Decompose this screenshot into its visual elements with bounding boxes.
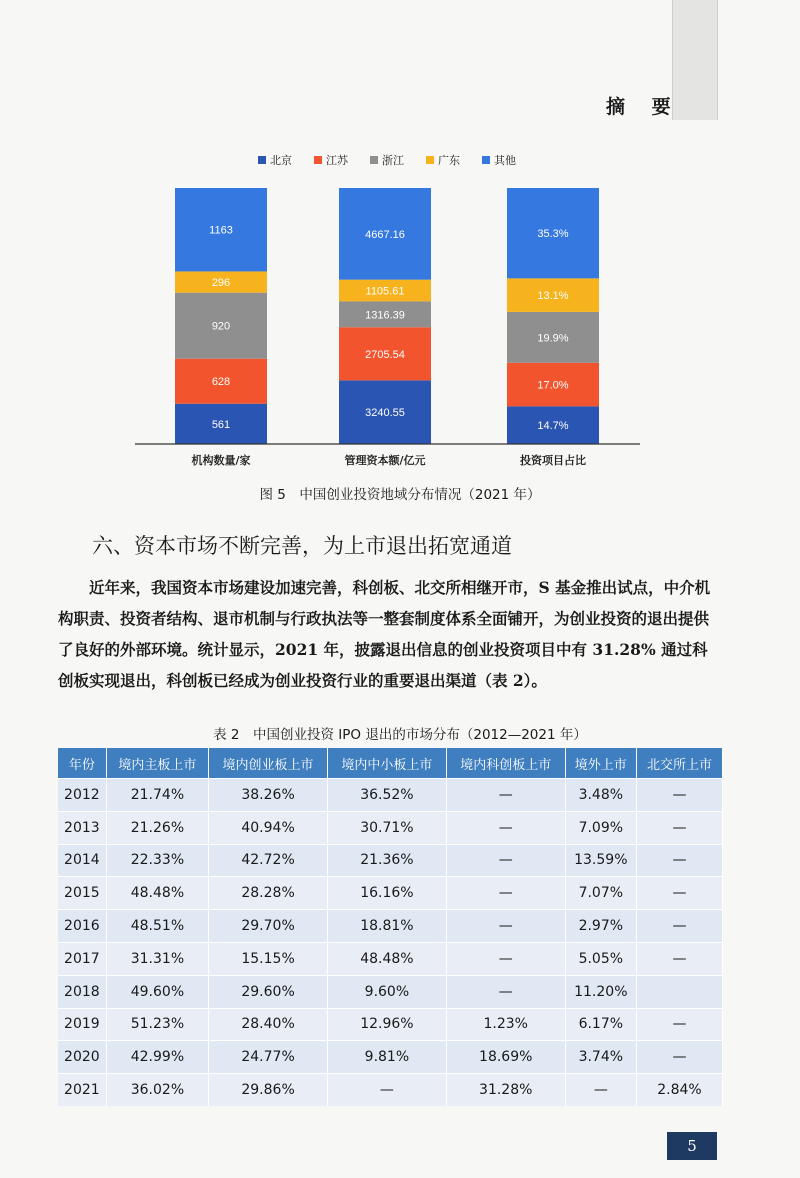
- legend-label: 江苏: [326, 154, 348, 167]
- table-cell: 2020: [58, 1041, 106, 1074]
- table-row: [58, 910, 723, 943]
- table-row: [58, 975, 723, 1008]
- table-cell: 21.74%: [106, 779, 208, 812]
- data-label: 628: [211, 376, 231, 389]
- table-cell: 2015: [58, 877, 106, 910]
- table-cell: 18.69%: [446, 1041, 565, 1074]
- table-cell: 51.23%: [106, 1008, 208, 1041]
- table-cell: 18.81%: [327, 910, 446, 943]
- table-cell: 2021: [58, 1074, 106, 1106]
- column-header: 境外上市: [565, 748, 636, 779]
- data-label: 2705.54: [365, 348, 405, 361]
- table-cell: —: [446, 779, 565, 812]
- table-cell: 2012: [58, 779, 106, 812]
- table-cell: 30.71%: [327, 811, 446, 844]
- table-cell: 2013: [58, 811, 106, 844]
- running-header: 摘 要: [606, 96, 681, 118]
- table-cell: [636, 975, 722, 1008]
- table-cell: 2017: [58, 942, 106, 975]
- data-label: 561: [211, 418, 231, 431]
- table-cell: 29.60%: [209, 975, 328, 1008]
- table-row: [58, 844, 723, 877]
- table-cell: 7.09%: [565, 811, 636, 844]
- legend-swatch: [370, 156, 378, 164]
- legend-item: [314, 152, 348, 168]
- page-number: 5: [667, 1132, 717, 1160]
- table-cell: 9.81%: [327, 1041, 446, 1074]
- table-cell: 21.26%: [106, 811, 208, 844]
- table-cell: 31.31%: [106, 942, 208, 975]
- legend-item: [426, 152, 460, 168]
- table-cell: —: [446, 844, 565, 877]
- table-cell: 36.52%: [327, 779, 446, 812]
- data-label: 35.3%: [537, 228, 569, 241]
- data-label: 296: [211, 277, 231, 290]
- table-cell: —: [446, 975, 565, 1008]
- table-cell: —: [565, 1074, 636, 1106]
- table-cell: 2.97%: [565, 910, 636, 943]
- column-header: 境内主板上市: [106, 748, 208, 779]
- legend-swatch: [258, 156, 266, 164]
- column-header: 境内中小板上市: [327, 748, 446, 779]
- legend-item: [482, 152, 516, 168]
- table-cell: 7.07%: [565, 877, 636, 910]
- legend-label: 北京: [270, 154, 292, 167]
- table-cell: 1.23%: [446, 1008, 565, 1041]
- table-cell: 28.28%: [209, 877, 328, 910]
- table-row: [58, 811, 723, 844]
- legend-item: [258, 152, 292, 168]
- x-tick-label: 管理资本额/亿元: [344, 454, 426, 467]
- data-label: 920: [211, 320, 231, 333]
- table-cell: 31.28%: [446, 1074, 565, 1106]
- table-body: [58, 779, 723, 1106]
- table-header-row: [58, 748, 723, 779]
- table-cell: 9.60%: [327, 975, 446, 1008]
- table-cell: —: [636, 779, 722, 812]
- x-tick-label: 机构数量/家: [191, 454, 251, 467]
- legend-swatch: [314, 156, 322, 164]
- table-cell: 48.51%: [106, 910, 208, 943]
- table-row: [58, 877, 723, 910]
- data-label: 13.1%: [537, 290, 569, 303]
- section-heading: 六、资本市场不断完善，为上市退出拓宽通道: [92, 534, 512, 558]
- column-header: 年份: [58, 748, 106, 779]
- column-header: 北交所上市: [636, 748, 722, 779]
- table-cell: 2019: [58, 1008, 106, 1041]
- table-cell: 2014: [58, 844, 106, 877]
- table-cell: —: [327, 1074, 446, 1106]
- body-paragraph: [58, 572, 718, 696]
- table-cell: 11.20%: [565, 975, 636, 1008]
- table-cell: 24.77%: [209, 1041, 328, 1074]
- table-cell: —: [636, 1041, 722, 1074]
- table-cell: 15.15%: [209, 942, 328, 975]
- table-cell: 28.40%: [209, 1008, 328, 1041]
- table-cell: —: [636, 811, 722, 844]
- legend-label: 广东: [438, 154, 460, 167]
- table-cell: —: [446, 942, 565, 975]
- data-label: 4667.16: [365, 228, 405, 241]
- table-cell: 13.59%: [565, 844, 636, 877]
- legend-label: 其他: [494, 154, 516, 167]
- figure-caption: 图 5 中国创业投资地域分布情况（2021 年）: [259, 487, 541, 503]
- table-cell: —: [636, 1008, 722, 1041]
- table-cell: —: [636, 942, 722, 975]
- table-cell: 29.86%: [209, 1074, 328, 1106]
- data-label: 1105.61: [365, 285, 405, 298]
- table-cell: 48.48%: [327, 942, 446, 975]
- table-cell: 6.17%: [565, 1008, 636, 1041]
- table-cell: 2016: [58, 910, 106, 943]
- table-row: [58, 1074, 723, 1106]
- column-header: 境内创业板上市: [209, 748, 328, 779]
- table-cell: 40.94%: [209, 811, 328, 844]
- table-cell: —: [446, 910, 565, 943]
- table-cell: 21.36%: [327, 844, 446, 877]
- table-cell: —: [446, 877, 565, 910]
- table-caption: 表 2 中国创业投资 IPO 退出的市场分布（2012—2021 年）: [213, 727, 587, 743]
- data-label: 1316.39: [365, 309, 405, 322]
- ipo-exit-table: [58, 748, 723, 1106]
- table-cell: 36.02%: [106, 1074, 208, 1106]
- table-cell: —: [636, 844, 722, 877]
- table-cell: 3.48%: [565, 779, 636, 812]
- legend-swatch: [426, 156, 434, 164]
- table-cell: 48.48%: [106, 877, 208, 910]
- legend-label: 浙江: [382, 154, 404, 167]
- x-tick-label: 投资项目占比: [520, 454, 586, 467]
- table-row: [58, 1041, 723, 1074]
- legend-item: [370, 152, 404, 168]
- table-cell: 12.96%: [327, 1008, 446, 1041]
- table-row: [58, 1008, 723, 1041]
- table-cell: 42.99%: [106, 1041, 208, 1074]
- stacked-bar-chart: [0, 170, 800, 470]
- table-cell: 3.74%: [565, 1041, 636, 1074]
- data-label: 1163: [209, 224, 233, 237]
- table-cell: 22.33%: [106, 844, 208, 877]
- table-cell: 38.26%: [209, 779, 328, 812]
- table-row: [58, 942, 723, 975]
- data-label: 3240.55: [365, 407, 405, 420]
- data-label: 17.0%: [537, 379, 569, 392]
- legend-swatch: [482, 156, 490, 164]
- table-cell: 42.72%: [209, 844, 328, 877]
- paragraph-text: 近年来，我国资本市场建设加速完善，科创板、北交所相继开市，S 基金推出试点，中介机构职责、投资者结构、退市机制与行政执法等一整套制度体系全面铺开，为创业投资的退出提供了良好的外部环境。统计显示，2021 年，披露退出信息的创业投资项目中有 31.28% 通过科创板实现退出，科创板已经成为创业投资行业的重要退出渠道（表 2）。: [58, 578, 711, 690]
- table-row: [58, 779, 723, 812]
- data-label: 14.7%: [537, 420, 569, 433]
- table-cell: 16.16%: [327, 877, 446, 910]
- table-cell: 29.70%: [209, 910, 328, 943]
- table-cell: 2018: [58, 975, 106, 1008]
- data-label: 19.9%: [537, 332, 569, 345]
- table-cell: —: [636, 910, 722, 943]
- chart-legend: [258, 152, 516, 168]
- table-cell: —: [446, 811, 565, 844]
- table-cell: 5.05%: [565, 942, 636, 975]
- table-cell: —: [636, 877, 722, 910]
- table-cell: 2.84%: [636, 1074, 722, 1106]
- column-header: 境内科创板上市: [446, 748, 565, 779]
- table-cell: 49.60%: [106, 975, 208, 1008]
